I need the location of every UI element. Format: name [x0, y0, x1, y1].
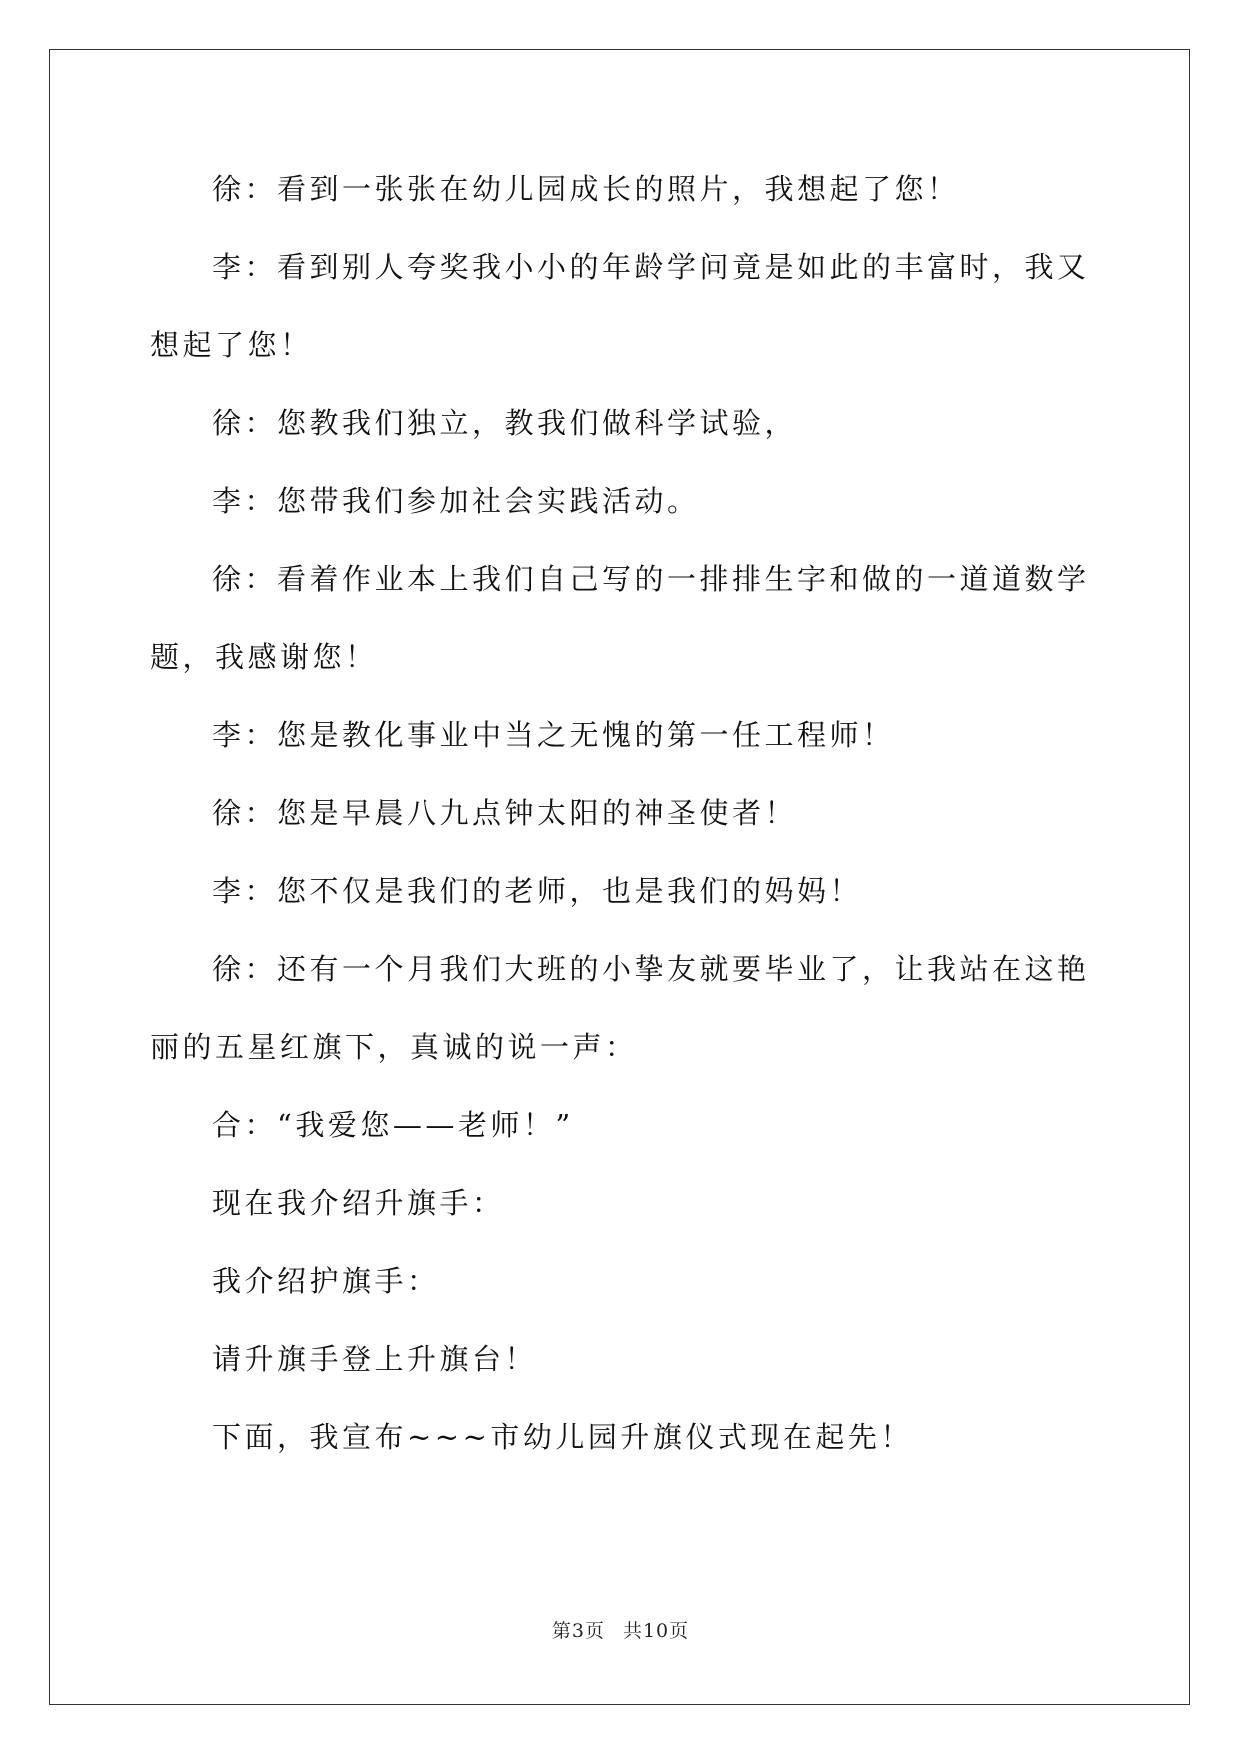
- paragraph: 李：您是教化事业中当之无愧的第一任工程师！: [212, 718, 895, 752]
- paragraph: 徐：您教我们独立，教我们做科学试验，: [212, 406, 798, 440]
- document-body: [150, 150, 1090, 1476]
- paragraph: 现在我介绍升旗手：: [212, 1186, 505, 1220]
- paragraph: 徐：您是早晨八九点钟太阳的神圣使者！: [212, 796, 798, 830]
- paragraph: 合：“我爱您——老师！”: [212, 1108, 574, 1142]
- paragraph: 李：您带我们参加社会实践活动。: [212, 484, 700, 518]
- paragraph: 请升旗手登上升旗台！: [212, 1342, 538, 1376]
- paragraph: 李：看到别人夸奖我小小的年龄学问竟是如此的丰富时，我又想起了您！: [150, 250, 1090, 362]
- paragraph: 李：您不仅是我们的老师，也是我们的妈妈！: [212, 874, 863, 908]
- page-total: 共10页: [622, 1620, 690, 1642]
- paragraph: 徐：还有一个月我们大班的小挚友就要毕业了，让我站在这艳丽的五星红旗下，真诚的说一声：: [150, 952, 1090, 1064]
- page-number: 第3页: [551, 1620, 605, 1642]
- paragraph: 徐：看着作业本上我们自己写的一排排生字和做的一道道数学题，我感谢您！: [150, 562, 1090, 674]
- paragraph: 徐：看到一张张在幼儿园成长的照片，我想起了您！: [212, 172, 960, 206]
- paragraph: 下面，我宣布~~~市幼儿园升旗仪式现在起先！: [212, 1420, 913, 1454]
- paragraph: 我介绍护旗手：: [212, 1264, 440, 1298]
- page-footer: [0, 1616, 1241, 1643]
